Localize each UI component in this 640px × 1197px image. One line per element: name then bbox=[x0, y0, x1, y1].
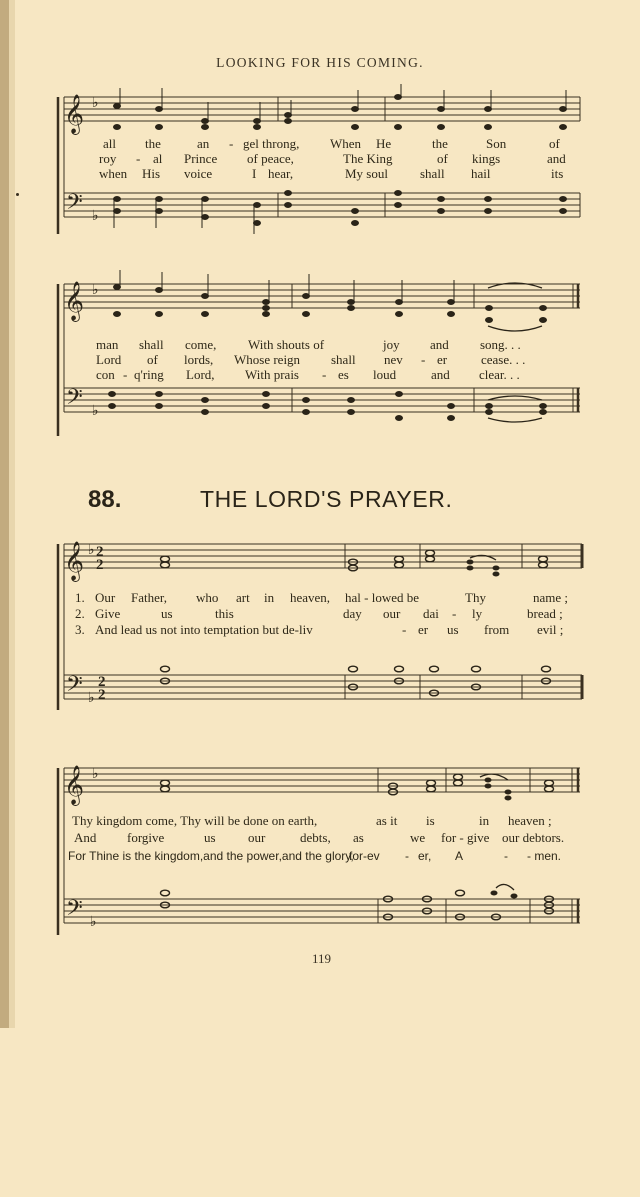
lyric-word: shall bbox=[139, 337, 164, 352]
lyric-word: man bbox=[96, 337, 119, 352]
lyric-word: kings bbox=[472, 151, 501, 166]
lyric-word: who bbox=[196, 590, 219, 605]
svg-text:♭: ♭ bbox=[88, 690, 95, 706]
svg-text:♭: ♭ bbox=[92, 208, 99, 224]
lyric-word: - bbox=[402, 622, 407, 637]
lyric-word: and bbox=[547, 151, 566, 166]
lyric-word: He bbox=[376, 136, 392, 151]
lyric-word: And bbox=[74, 830, 97, 845]
lyric-word: er bbox=[418, 622, 429, 637]
lyric-word: from bbox=[484, 622, 510, 637]
lyric-word: and bbox=[431, 367, 450, 382]
lyric-word: hal - lowed be bbox=[345, 590, 420, 605]
lyric-word: roy bbox=[99, 151, 117, 166]
svg-text:2: 2 bbox=[96, 557, 104, 573]
svg-text:𝄞: 𝄞 bbox=[64, 94, 85, 134]
lyric-word: cease. . . bbox=[481, 352, 526, 367]
lyric-word: art bbox=[236, 590, 250, 605]
lyric-word: of peace, bbox=[247, 151, 294, 166]
lyric-word: of bbox=[549, 136, 560, 151]
svg-text:♭: ♭ bbox=[92, 282, 99, 298]
lyric-word: Our bbox=[95, 590, 116, 605]
svg-text:𝄞: 𝄞 bbox=[64, 765, 85, 805]
lyric-word: er bbox=[437, 352, 448, 367]
lyric-word: - bbox=[123, 367, 128, 382]
lyric-word: For Thine is the kingdom,and the power,and the glory, bbox=[68, 849, 354, 863]
system2-lyrics bbox=[0, 337, 640, 387]
lyric-word: The King bbox=[343, 151, 393, 166]
lyric-word: when bbox=[99, 166, 128, 181]
lyric-word: its bbox=[551, 166, 564, 181]
lyric-word: A bbox=[455, 849, 464, 863]
svg-text:𝄢: 𝄢 bbox=[66, 385, 83, 415]
lyric-word: as it bbox=[376, 813, 398, 828]
lyric-word: ly bbox=[472, 606, 483, 621]
svg-text:𝄢: 𝄢 bbox=[66, 672, 83, 702]
lyric-word: With prais bbox=[245, 367, 299, 382]
lyric-word: our bbox=[248, 830, 266, 845]
lyric-word: And lead us not into temptation but de-liv bbox=[95, 622, 313, 637]
lyric-word: hail bbox=[471, 166, 491, 181]
lyric-word: - bbox=[421, 352, 426, 367]
hymn-title: THE LORD'S PRAYER. bbox=[200, 486, 453, 512]
lyric-word: voice bbox=[184, 166, 213, 181]
lyric-word: al bbox=[153, 151, 163, 166]
lyric-word: clear. . . bbox=[479, 367, 520, 382]
system1-treble-staff bbox=[64, 97, 580, 121]
hymn-number: 88. bbox=[88, 486, 122, 513]
svg-text:♭: ♭ bbox=[92, 95, 99, 111]
svg-text:𝄞: 𝄞 bbox=[64, 541, 85, 581]
lyric-word: - bbox=[136, 151, 141, 166]
lyric-word: Whose reign bbox=[234, 352, 301, 367]
lyric-word: shall bbox=[420, 166, 445, 181]
lyric-word: in bbox=[479, 813, 490, 828]
lyric-word: debts, bbox=[300, 830, 331, 845]
lyric-word: nev bbox=[384, 352, 403, 367]
svg-text:♭: ♭ bbox=[92, 403, 99, 419]
lyric-word: gel throng, bbox=[243, 136, 300, 151]
lyric-word: evil ; bbox=[537, 622, 564, 637]
lyric-word: hear, bbox=[268, 166, 294, 181]
lyric-word: q'ring bbox=[134, 367, 164, 382]
lyric-word: I bbox=[252, 166, 257, 181]
svg-text:2: 2 bbox=[96, 544, 104, 560]
lyric-word: we bbox=[410, 830, 426, 845]
lyric-word: an bbox=[197, 136, 210, 151]
lyric-word: Thy bbox=[465, 590, 486, 605]
lyric-word: heaven, bbox=[290, 590, 331, 605]
lyric-word: for-ev bbox=[349, 849, 380, 863]
lyric-word: Lord bbox=[96, 352, 122, 367]
lyric-word: Father, bbox=[131, 590, 167, 605]
verse-number: 1. bbox=[75, 590, 85, 605]
lyric-word: joy bbox=[383, 337, 400, 352]
svg-text:♭: ♭ bbox=[88, 542, 95, 558]
lyric-word: the bbox=[145, 136, 161, 151]
lyric-word: - bbox=[504, 849, 508, 863]
lyric-word: our debtors. bbox=[502, 830, 565, 845]
system1-lyrics bbox=[0, 136, 640, 186]
lyric-word: Prince bbox=[184, 151, 218, 166]
lyric-word: and bbox=[430, 337, 449, 352]
lyric-word: us bbox=[161, 606, 173, 621]
lyric-word: er, bbox=[418, 849, 432, 863]
lyric-word: the bbox=[432, 136, 448, 151]
page-number: 119 bbox=[312, 951, 332, 966]
lyric-word: dai bbox=[423, 606, 439, 621]
lyric-word: es bbox=[338, 367, 349, 382]
lyric-word: - bbox=[405, 849, 409, 863]
lyric-word: of bbox=[437, 151, 448, 166]
lyric-word: Thy kingdom come, Thy will be done on earth, bbox=[72, 813, 318, 828]
lyric-word: With shouts of bbox=[248, 337, 325, 352]
lyric-word: all bbox=[103, 136, 116, 151]
lyric-word: name ; bbox=[533, 590, 569, 605]
lyric-word: His bbox=[142, 166, 161, 181]
lyric-word: lords, bbox=[184, 352, 214, 367]
lyric-word: in bbox=[264, 590, 275, 605]
lyric-word: - men. bbox=[527, 849, 562, 863]
lyric-word: for - give bbox=[441, 830, 490, 845]
svg-text:2: 2 bbox=[98, 674, 106, 690]
hymn88-system2-lyrics bbox=[0, 813, 640, 868]
lyric-word: this bbox=[215, 606, 234, 621]
svg-text:𝄢: 𝄢 bbox=[66, 896, 83, 926]
lyric-word: as bbox=[353, 830, 364, 845]
lyric-word: - bbox=[452, 606, 457, 621]
svg-text:𝄞: 𝄞 bbox=[64, 281, 85, 321]
hymn88-system1-lyrics bbox=[0, 590, 640, 640]
lyric-word: loud bbox=[373, 367, 397, 382]
lyric-word: us bbox=[447, 622, 459, 637]
lyric-word: con bbox=[96, 367, 115, 382]
lyric-word: Give bbox=[95, 606, 121, 621]
lyric-word: song. . . bbox=[480, 337, 521, 352]
lyric-word: us bbox=[204, 830, 216, 845]
lyric-word: heaven ; bbox=[508, 813, 552, 828]
svg-text:2: 2 bbox=[98, 687, 106, 703]
lyric-word: bread ; bbox=[527, 606, 563, 621]
lyric-word: is bbox=[426, 813, 435, 828]
verse-number: 2. bbox=[75, 606, 85, 621]
lyric-word: When bbox=[330, 136, 362, 151]
svg-text:𝄢: 𝄢 bbox=[66, 190, 83, 220]
lyric-word: - bbox=[229, 136, 234, 151]
lyric-word: of bbox=[147, 352, 158, 367]
svg-text:♭: ♭ bbox=[90, 914, 97, 930]
verse-number: 3. bbox=[75, 622, 85, 637]
svg-text:♭: ♭ bbox=[92, 766, 99, 782]
lyric-word: our bbox=[383, 606, 401, 621]
lyric-word: Son bbox=[486, 136, 507, 151]
lyric-word: - bbox=[322, 367, 327, 382]
lyric-word: shall bbox=[331, 352, 356, 367]
lyric-word: Lord, bbox=[186, 367, 215, 382]
lyric-word: come, bbox=[185, 337, 217, 352]
lyric-word: day bbox=[343, 606, 362, 621]
lyric-word: forgive bbox=[127, 830, 165, 845]
lyric-word: My soul bbox=[345, 166, 388, 181]
running-title: LOOKING FOR HIS COMING. bbox=[216, 55, 424, 70]
